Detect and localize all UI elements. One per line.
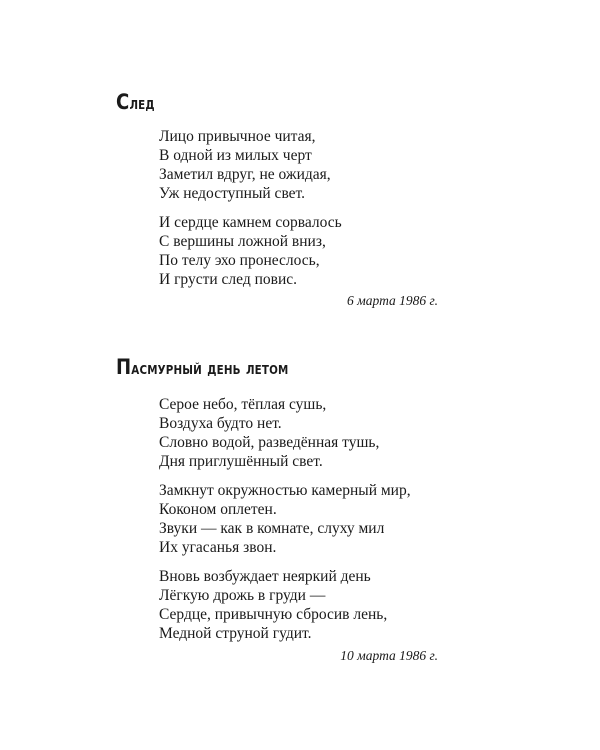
verse-line: По телу эхо пронеслось, [159, 252, 320, 269]
stanza [159, 567, 387, 643]
verse-line: Дня приглушённый свет. [159, 453, 323, 470]
stanza [159, 481, 411, 557]
verse-line: В одной из милых черт [159, 147, 312, 164]
verse-line: Воздуха будто нет. [159, 415, 282, 432]
verse-line: Словно водой, разведённая тушь, [159, 434, 380, 451]
stanza [159, 213, 342, 289]
stanza [159, 395, 379, 471]
verse-line: Вновь возбуждает неяркий день [159, 568, 371, 585]
poem-date: 6 марта 1986 г. [347, 293, 438, 308]
verse-line: Лицо привычное читая, [159, 128, 316, 145]
stanza [159, 127, 331, 203]
verse-line: Уж недоступный свет. [159, 185, 306, 202]
verse-line: Заметил вдруг, не ожидая, [159, 166, 331, 183]
verse-line: Замкнут окружностью камерный мир, [159, 482, 411, 499]
verse-line: Звуки — как в комнате, слуху мил [159, 520, 385, 537]
verse-line: Серое небо, тёплая сушь, [159, 396, 327, 413]
verse-line: И сердце камнем сорвалось [159, 214, 342, 231]
verse-line: Сердце, привычную сбросив лень, [159, 606, 388, 623]
poem-title: След [116, 90, 155, 114]
verse-line: Лёгкую дрожь в груди — [159, 587, 326, 604]
verse-line: Коконом оплетен. [159, 501, 277, 518]
verse-line: Их угасанья звон. [159, 539, 277, 556]
verse-line: Медной струной гудит. [159, 625, 312, 642]
verse-line: С вершины ложной вниз, [159, 233, 326, 250]
poem-title: Пасмурный день летом [116, 355, 289, 379]
verse-line: И грусти след повис. [159, 271, 298, 288]
poem-date: 10 марта 1986 г. [340, 648, 438, 663]
